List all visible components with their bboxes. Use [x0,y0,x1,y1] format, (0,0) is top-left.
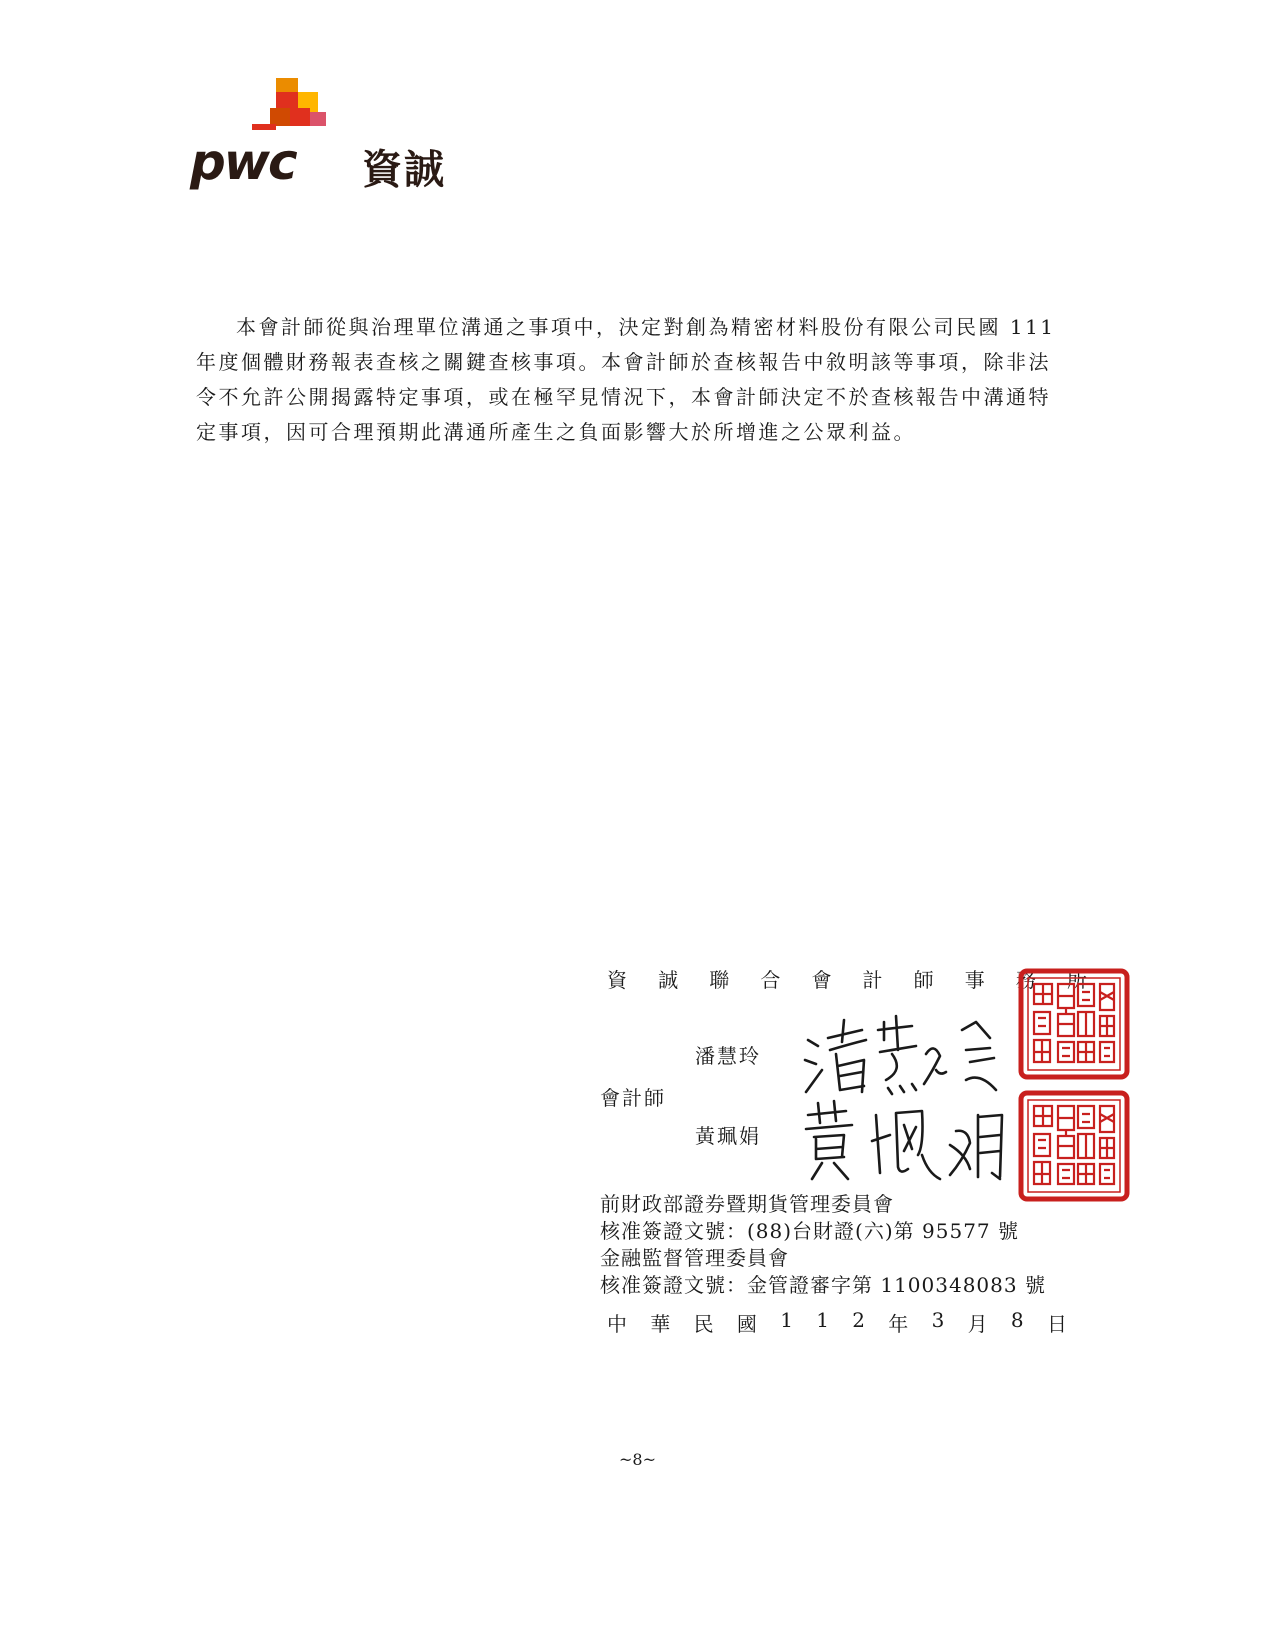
seal-stamp-signer2 [1018,1090,1130,1202]
firm-char: 資 [607,968,627,992]
signer1-name: 潘慧玲 [695,1044,761,1068]
date-char: 月 [967,1312,988,1336]
firm-name [607,964,1087,993]
paragraph-line: 令不允許公開揭露特定事項，或在極罕見情況下，本會計師決定不於查核報告中溝通特 [196,385,1051,409]
pwc-wordmark: pwc [190,133,296,191]
date-char: 2 [852,1308,865,1332]
date-char: 日 [1046,1312,1067,1336]
logo-chinese-name: 資誠 [362,147,446,193]
paragraph-line: 定事項，因可合理預期此溝通所產生之負面影響大於所增進之公眾利益。 [196,420,916,444]
license-authority-2: 金融監督管理委員會 [600,1246,789,1270]
pwc-logo [190,78,480,198]
firm-char: 所 [1066,968,1087,992]
firm-char: 師 [913,968,934,992]
license-number-1: 核准簽證文號：(88)台財證(六)第 95577 號 [600,1219,1019,1243]
firm-char: 會 [811,968,832,992]
firm-char: 聯 [709,968,730,992]
accountant-label: 會計師 [600,1086,666,1110]
date-char: 年 [888,1312,909,1336]
logo-color-blocks [252,78,342,138]
firm-char: 務 [1015,968,1036,992]
firm-char: 事 [964,968,985,992]
paragraph-line: 本會計師從與治理單位溝通之事項中，決定對創為精密材料股份有限公司民國 111 [236,315,1056,339]
date-char: 民 [693,1312,714,1336]
date-char: 中 [607,1312,627,1336]
paragraph-line: 年度個體財務報表查核之關鍵查核事項。本會計師於查核報告中敘明該等事項，除非法 [196,350,1051,374]
date-char: 華 [650,1312,671,1336]
date-char: 8 [1010,1308,1024,1332]
signer2-handwritten-signature [800,1095,1010,1185]
license-number-2: 核准簽證文號：金管證審字第 1100348083 號 [600,1273,1046,1297]
firm-char: 合 [760,968,781,992]
seal-stamp-signer1 [1018,968,1130,1080]
page-number: ~8~ [619,1450,656,1469]
license-authority-1: 前財政部證券暨期貨管理委員會 [600,1192,894,1216]
date-char: 3 [931,1308,945,1332]
firm-char: 計 [862,968,883,992]
date-char: 1 [780,1308,793,1332]
firm-char: 誠 [658,968,679,992]
signer1-handwritten-signature [800,1010,1010,1100]
key-audit-matters-paragraph [196,310,1081,450]
date-char: 1 [816,1308,829,1332]
signer2-name: 黃珮娟 [695,1124,761,1148]
date-char: 國 [736,1312,757,1336]
report-date [607,1308,1067,1337]
